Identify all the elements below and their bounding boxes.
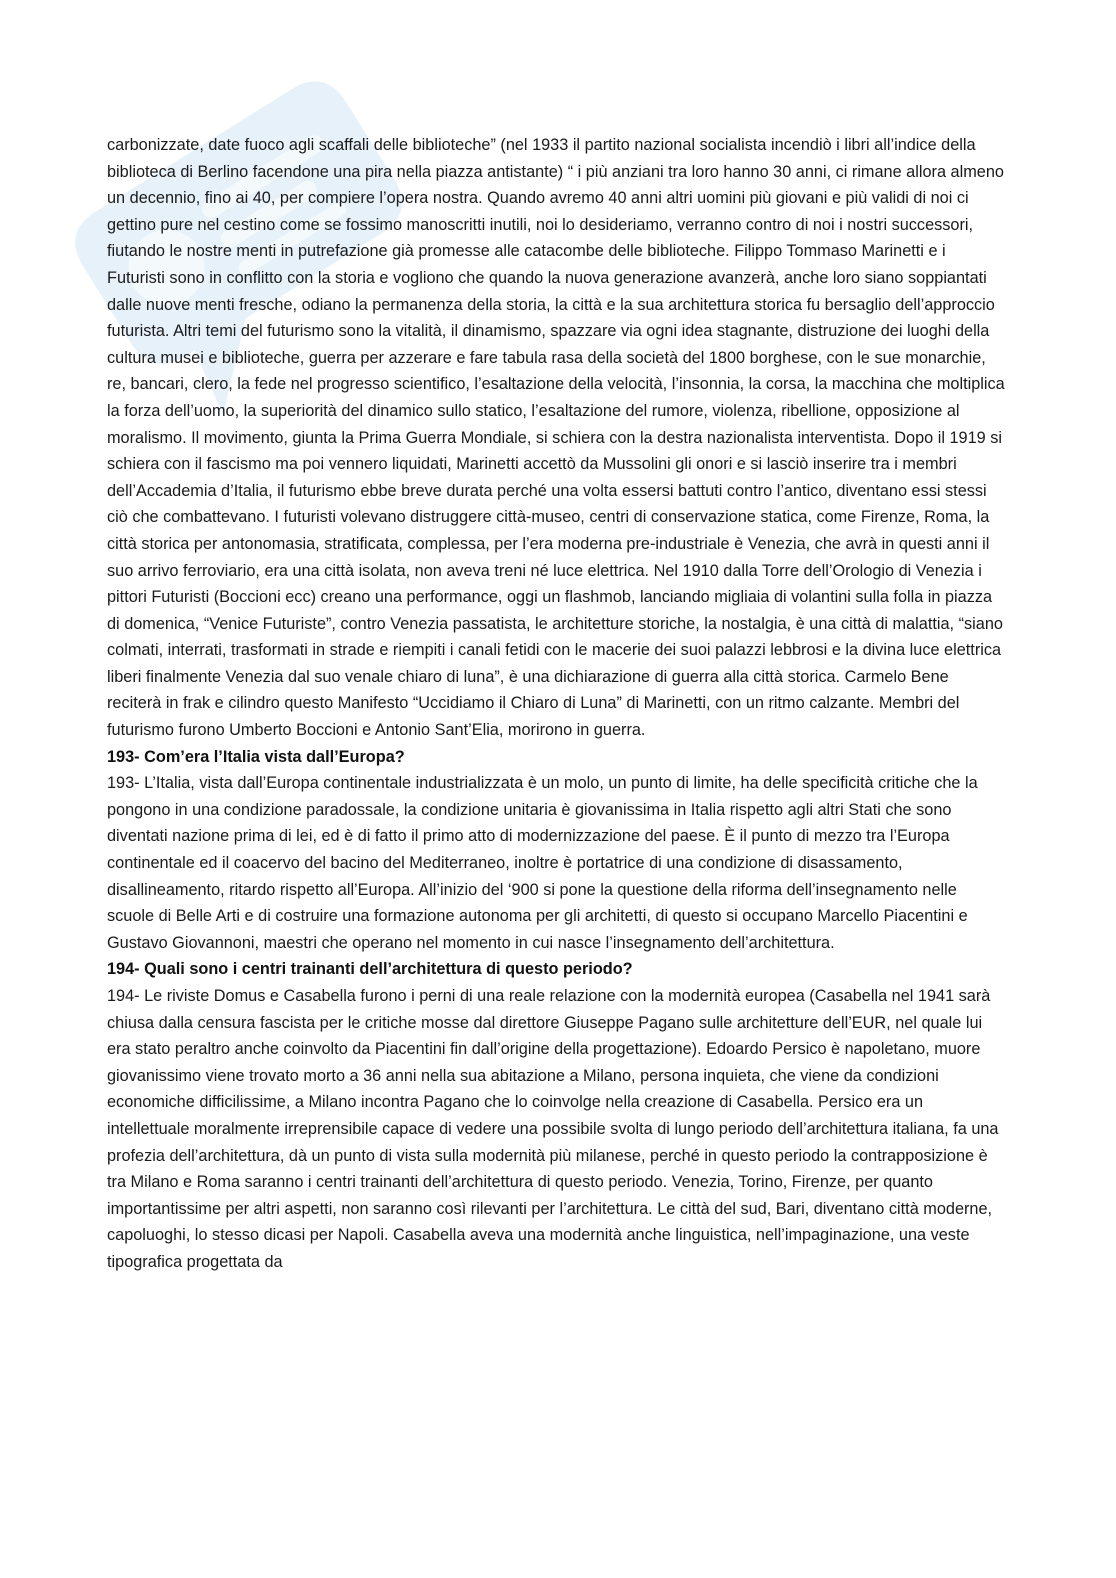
answer-194-paragraph: 194- Le riviste Domus e Casabella furono i perni di una reale relazione con la modernità europea (Casabella nel 1941 sarà chiusa dalla censura fascista per le critiche mosse dal direttore Giuseppe Pagano sulle architetture dell’EUR, nel quale lui era stato peraltro anche coinvolto da Piacentini fin dall’origine della progettazione). Edoardo Persico è napoletano, muore giovanissimo viene trovato morto a 36 anni nella sua abitazione a Milano, persona inquieta, che viene da condizioni economiche difficilissime, a Milano incontra Pagano che lo coinvolge nella creazione di Casabella. Persico era un intellettuale moralmente irreprensibile capace di vedere una possibile svolta di lungo periodo dell’architettura italiana, fa una profezia dell’architettura, dà un punto di vista sulla modernità più milanese, perché in questo periodo la contrapposizione è tra Milano e Roma saranno i centri trainanti dell’architettura di questo periodo. Venezia, Torino, Firenze, per quanto importantissime per altri aspetti, non saranno così rilevanti per l’architettura. Le città del sud, Bari, diventano città moderne, capoluoghi, lo stesso dicasi per Napoli. Casabella aveva una modernità anche linguistica, nell’impaginazione, una veste tipografica progettata da [107,987,999,1271]
question-193-heading: 193- Com’era l’Italia vista dall’Europa? [107,747,405,766]
paragraph-futurism: carbonizzate, date fuoco agli scaffali delle biblioteche” (nel 1933 il partito nazional socialista incendiò i libri all’indice della biblioteca di Berlino facendone una pira nella piazza antistante) “ i più anziani tra loro hanno 30 anni, ci rimane allora almeno un decennio, fino ai 40, per compiere l’opera nostra. Quando avremo 40 anni altri uomini più giovani e più validi di noi ci gettino pure nel cestino come se fossimo manoscritti inutili, noi lo desideriamo, verranno contro di noi i nostri successori, fiutando le nostre menti in putrefazione già promesse alle catacombe delle biblioteche. Filippo Tommaso Marinetti e i Futuristi sono in conflitto con la storia e vogliono che quando la nuova generazione avanzerà, anche loro siano soppiantati dalle nuove menti fresche, odiano la permanenza della storia, la città e la sua architettura storica fu bersaglio dell’approccio futurista. Altri temi del futurismo sono la vitalità, il dinamismo, spazzare via ogni idea stagnante, distruzione dei luoghi della cultura musei e biblioteche, guerra per azzerare e fare tabula rasa della società del 1800 borghese, con le sue monarchie, re, bancari, clero, la fede nel progresso scientifico, l’esaltazione della velocità, l’insonnia, la corsa, la macchina che moltiplica la forza dell’uomo, la superiorità del dinamico sullo statico, l’esaltazione del rumore, violenza, ribellione, opposizione al moralismo. Il movimento, giunta la Prima Guerra Mondiale, si schiera con la destra nazionalista interventista. Dopo il 1919 si schiera con il fascismo ma poi vennero liquidati, Marinetti accettò da Mussolini gli onori e si lasciò inserire tra i membri dell’Accademia d’Italia, il futurismo ebbe breve durata perché una volta essersi battuti contro l’antico, diventano essi stessi ciò che combattevano. I futuristi volevano distruggere città-museo, centri di conservazione statica, come Firenze, Roma, la città storica per antonomasia, stratificata, complessa, per l’era moderna pre-industriale è Venezia, che avrà in questi anni il suo arrivo ferroviario, era una città isolata, non aveva treni né luce elettrica. Nel 1910 dalla Torre dell’Orologio di Venezia i pittori Futuristi (Boccioni ecc) creano una performance, oggi un flashmob, lanciando migliaia di volantini sulla folla in piazza di domenica, “Venice Futuriste”, contro Venezia passatista, le architetture storiche, la nostalgia, è una città di malattia, “siano colmati, interrati, trasformati in strade e riempiti i canali fetidi con le macerie dei suoi palazzi lebbrosi e la divina luce elettrica liberi finalmente Venezia dal suo venale chiaro di luna”, è una dichiarazione di guerra alla città storica. Carmelo Bene reciterà in frak e cilindro questo Manifesto “Uccidiamo il Chiaro di Luna” di Marinetti, con un ritmo calzante. Membri del futurismo furono Umberto Boccioni e Antonio Sant’Elia, morirono in guerra. [107,136,1005,740]
question-194-heading: 194- Quali sono i centri trainanti dell’architettura di questo periodo? [107,960,633,979]
document-body [107,132,1007,1276]
answer-193-paragraph: 193- L’Italia, vista dall’Europa continentale industrializzata è un molo, un punto di limite, ha delle specificità critiche che la pongono in una condizione paradossale, la condizione unitaria è giovanissima in Italia rispetto agli altri Stati che sono diventati nazione prima di lei, ed è di fatto il primo atto di modernizzazione del paese. È il punto di mezzo tra l’Europa continentale ed il coacervo del bacino del Mediterraneo, inoltre è portatrice di una condizione di disassamento, disallineamento, ritardo rispetto all’Europa. All’inizio del ‘900 si pone la questione della riforma dell’insegnamento nelle scuole di Belle Arti e di costruire una formazione autonoma per gli architetti, di questo si occupano Marcello Piacentini e Gustavo Giovannoni, maestri che operano nel momento in cui nasce l’insegnamento dell’architettura. [107,774,978,952]
